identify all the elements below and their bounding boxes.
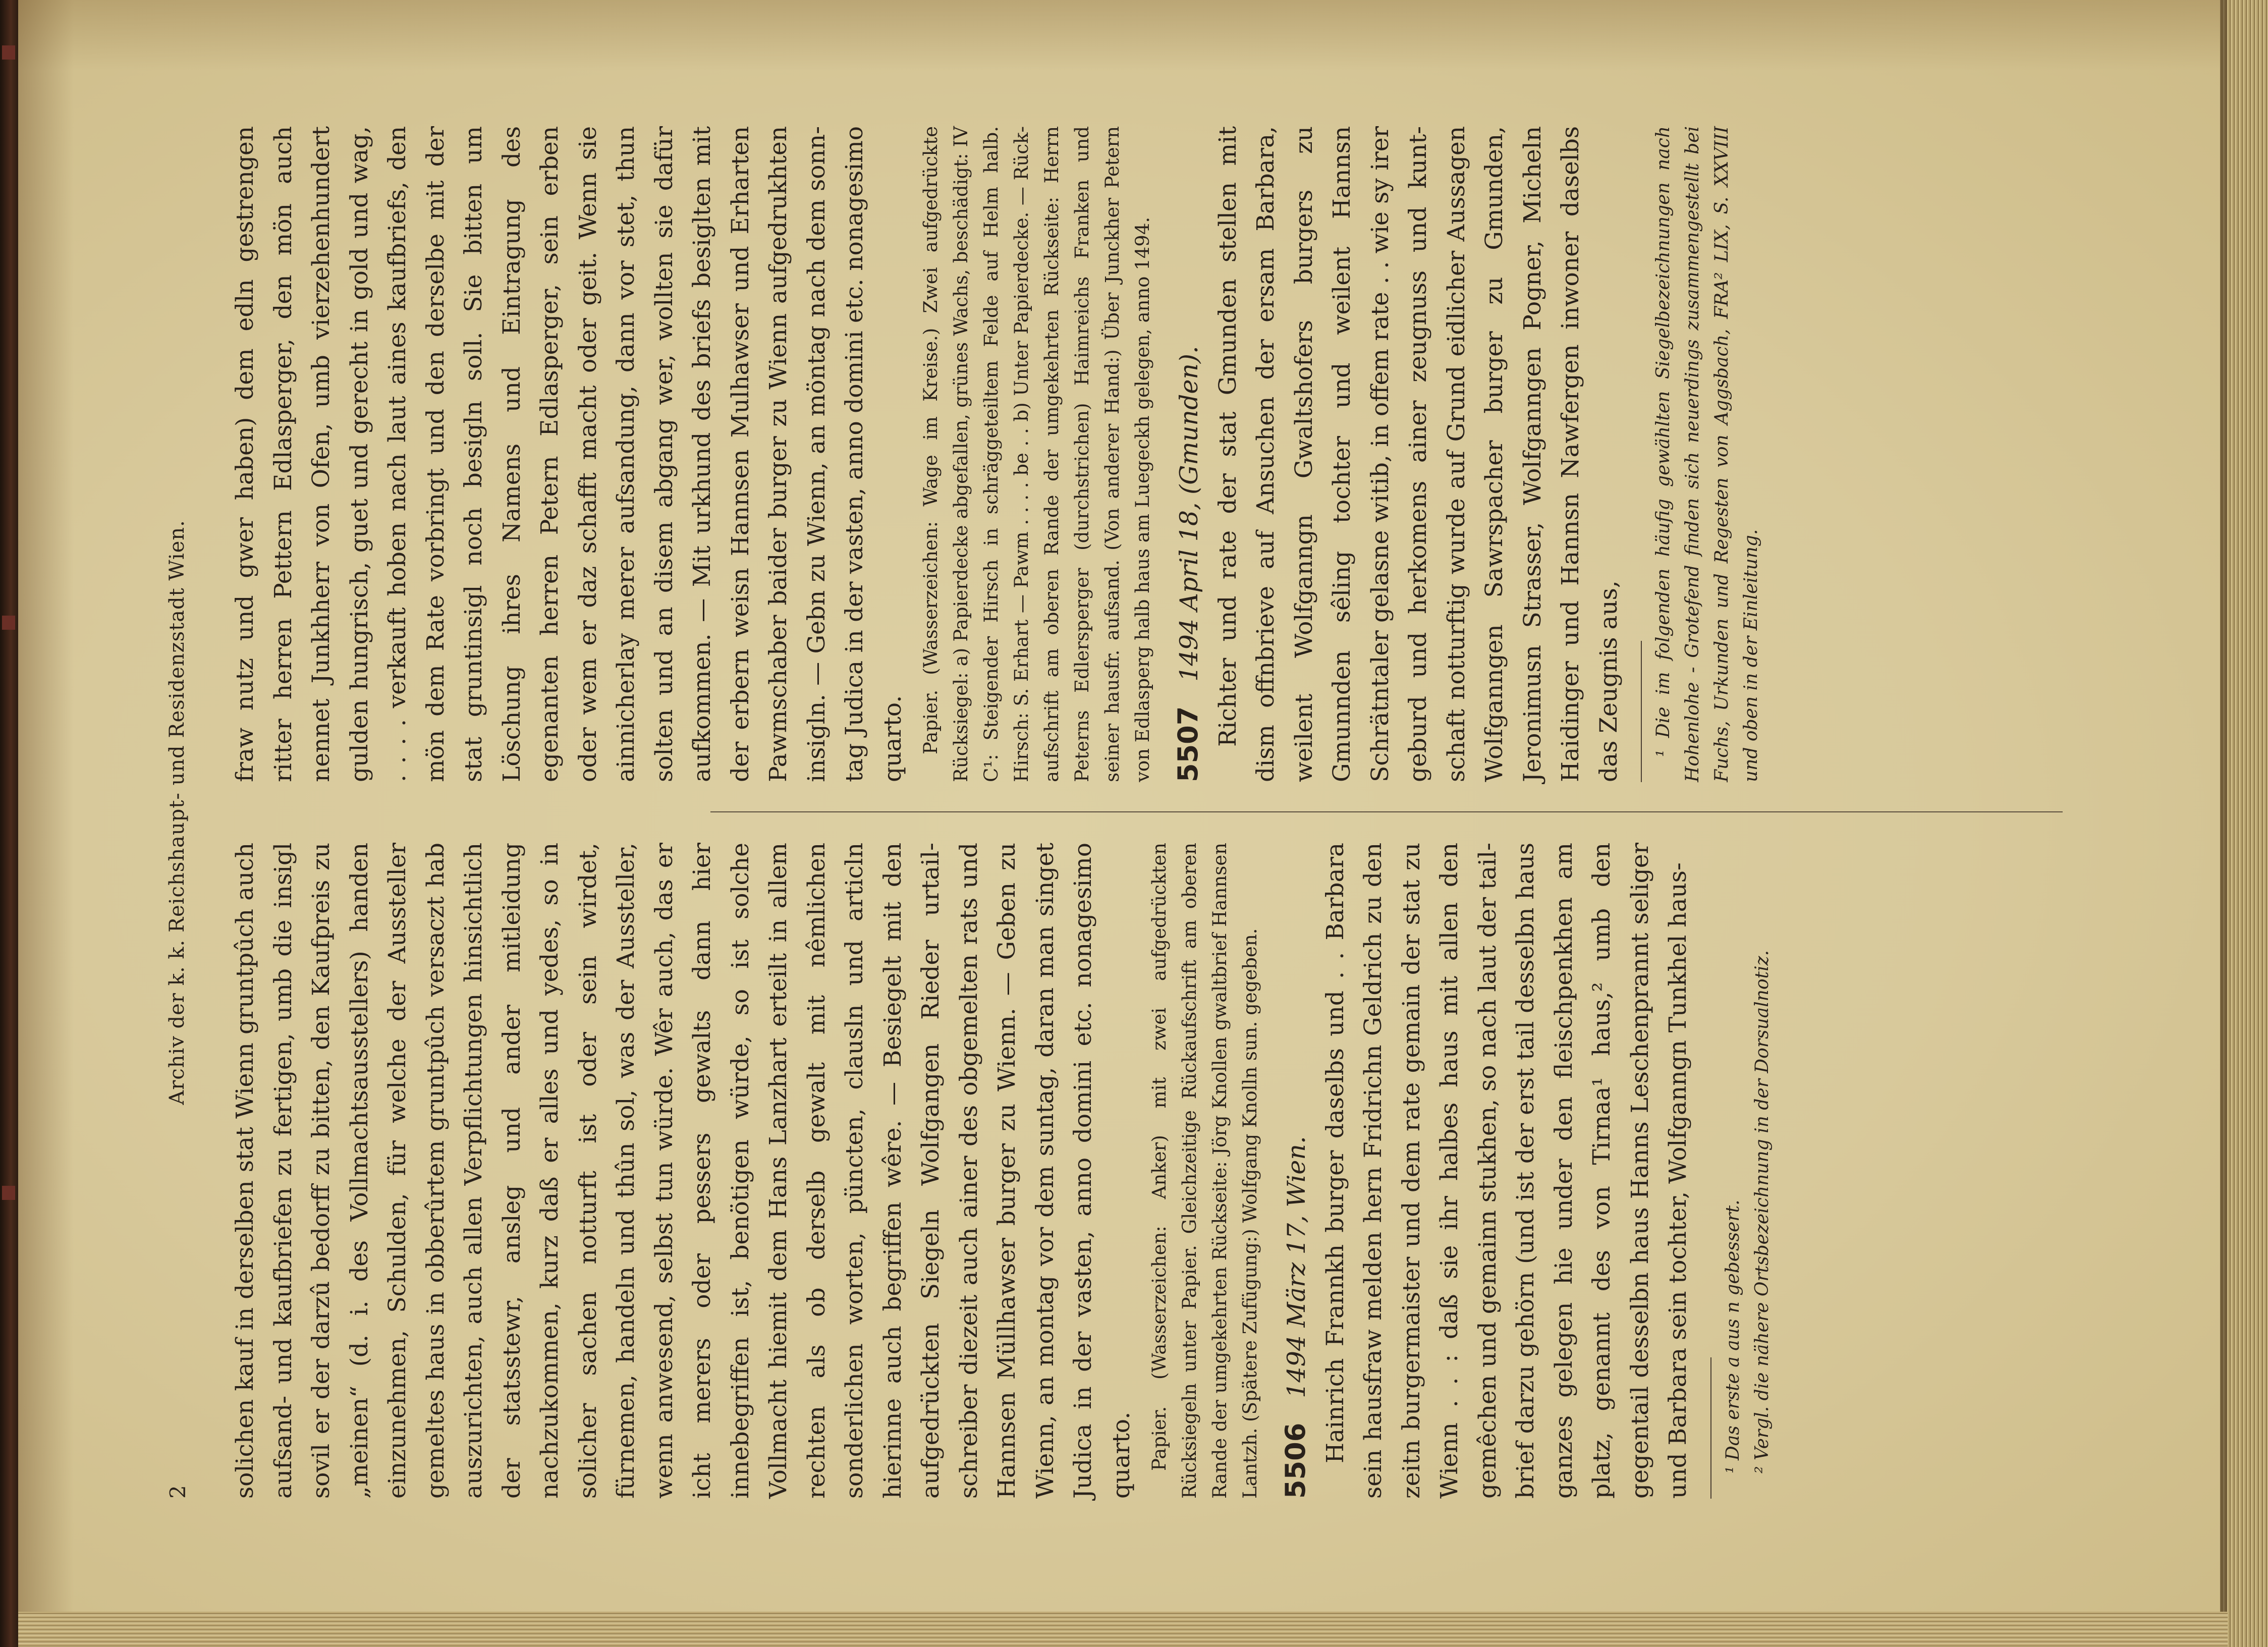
column-rule bbox=[710, 811, 2063, 812]
entry-5507 bbox=[1169, 126, 1628, 782]
right-description: Papier. (Wasserzeichen: Wage im Kreise.) Zwei aufgedrückte Rücksiegel: a) Papierdecke abgefallen, grünes Wachs, beschädigt: IV C¹: Steigender Hirsch in schräggeteiltem Felde auf Helm halb. Hirsch: S. Erhart — Pawm . . . . be . . b) Unter Papierdecke. — Rückaufschrift am oberen Rande der umgekehrten Rückseite: Herrn Peterns Edlersperger (durchstrichen) Haimreichs Franken und seiner hausfr. aufsand. (Von anderer Hand:) Über Junckher Petern von Edlasperg halb haus am Luegeckh gelegen, anno 1494. bbox=[920, 126, 1153, 782]
entry-number: 5506 bbox=[1280, 1422, 1311, 1499]
right-column bbox=[226, 126, 1766, 782]
stacked-page-edges bbox=[2220, 0, 2268, 1647]
entry-text: Hainrich Frannkh burger daselbs und . . Barbara sein hausfraw melden hern Fridrichn Geldrich zu den zeitn burgermaister und dem rate gemain der stat zu Wienn . . : daß sie ihr halbes haus mit allen den gemêchen und gemainn stukhen, so nach laut der tailbrief darzu gehörn (und ist der erst tail desselbn haus ganzes gelegen hie under den fleischpenkhen am platz, genannt des von Tirnaa¹ haus,² umb den gegentail desselbn haus Hanns Leschenprannt seliger und Barbara sein tochter, Wolfganngn Tunkhel haus- bbox=[1321, 843, 1692, 1499]
right-opening-text: fraw nutz und gwer haben) dem edln gestrengen ritter herren Pettern Edlasperger, den mön auch nennet Junkhherr von Ofen, umb vierzehenhundert gulden hungrisch, guet und gerecht in gold und wag, . . . . verkauft hoben nach laut aines kaufbriefs, den mön dem Rate vorbringt und den derselbe mit der stat gruntinsigl noch besigln soll. Sie bitten um Löschung ihres Namens und Eintragung des egenanten herren Petern Edlasperger, sein erben oder wem er daz schafft macht oder geit. Wenn sie ainnicherlay merer aufsandung, dann vor stet, thun solten und an disem abgang wer, wollten sie dafür aufkommen. — Mit urkhund des briefs besiglten mit der erbern weisn Hannsen Mulhawser und Erharten Pawmschaber baider burger zu Wienn aufgedrukhten insigln. — Gebn zu Wienn, an möntag nach dem sonntag Judica in der vasten, anno domini etc. nonagesimo quarto. bbox=[231, 126, 907, 782]
entry-date: 1494 März 17, Wien. bbox=[1282, 1136, 1311, 1398]
footnote: ¹ Die im folgenden häufig gewählten Siegelbezeichnungen nach Hohenlohe - Grotefend finden sich neuerdings zusammengestellt bei Fuchs, Urkunden und Regesten von Aggsbach, FRA² LIX, S. XXVIII und oben in der Einleitung. bbox=[1653, 126, 1761, 782]
binding-band bbox=[2, 45, 15, 60]
entry-date: 1494 April 18, (Gmunden). bbox=[1175, 346, 1203, 682]
footnote: ¹ Das erste a aus n gebessert. bbox=[1722, 1199, 1743, 1473]
binding-band bbox=[2, 1186, 15, 1200]
running-head: Archiv der k. k. Reichshaupt- und Residenzstadt Wien. bbox=[165, 520, 189, 1105]
rotated-page-content bbox=[165, 126, 2103, 1499]
left-description: Papier. (Wasserzeichen: Anker) mit zwei aufgedrückten Rücksiegeln unter Papier. Gleichzeitige Rückaufschrift am oberen Rande der umgekehrten Rückseite: Jörg Knollen gwaltbrief Hannsen Lantzh. (Spätere Zufügung:) Wolfgang Knolln sun. gegeben. bbox=[1148, 843, 1261, 1499]
stacked-page-edges-bottom bbox=[18, 1612, 2228, 1647]
footnote: ² Vergl. die nähere Ortsbezeichnung in der Dorsualnotiz. bbox=[1751, 950, 1773, 1473]
binding-band bbox=[2, 616, 15, 630]
page-shadow-top bbox=[18, 0, 2228, 71]
entry-text: Richter und rate der stat Gmunden stellen mit dism offnbrieve auf Ansuchen der ersam Barbara, weilent Wolfganngn Gwaltshofers burgers zu Gmunnden sêling tochter und weilent Hannsn Schrätntaler gelasne witib, in offem rate . . wie sy irer geburd und herkomens ainer zeugnuss und kuntschaft notturftig wurde auf Grund eidlicher Aussagen Wolfganngen Sawrspacher burger zu Gmunden, Jeronimusn Strasser, Wolfganngen Pogner, Micheln Haidinger und Hannsn Nawfergen inwoner daselbs das Zeugnis aus, bbox=[1213, 126, 1623, 782]
left-opening-text: solichen kauf in derselben stat Wienn gruntpûch auch aufsand- und kaufbriefen zu fertigen, umb die insigl sovil er der darzû bedorff zu bitten, den Kaufpreis zu „meinen“ (d. i. des Vollmachtsausstellers) handen einzunehmen, Schulden, für welche der Aussteller gemeltes haus in obberûrtem gruntpûch versaczt hab auszurichten, auch allen Verpflichtungen hinsichtlich der statsstewr, ansleg und ander mitleidung nachzukommen, kurz daß er alles und yedes, so in solicher sachen notturft ist oder sein wirdet, fürnemen, handeln und thûn sol, was der Aussteller, wenn anwesend, selbst tun würde. Wêr auch, das er icht merers oder pessers gewalts dann hier innebegriffen ist, benötigen würde, so ist solche Vollmacht hiemit dem Hans Lanzhart erteilt in allem rechten als ob derselb gewalt mit nêmlichen sonderlichen worten, püncten, clausln und articln hierinne auch begriffen wêre. — Besiegelt mit den aufgedrückten Siegeln Wolfgangen Rieder urtailschreiber diezeit auch ainer des obgemelten rats und Hannsen Müllhawser burger zu Wienn. — Geben zu Wienn, an montag vor dem suntag, daran man singet Judica in der vasten, anno domini etc. nonagesimo quarto. bbox=[231, 843, 1135, 1499]
page-number: 2 bbox=[165, 1485, 190, 1499]
book-binding bbox=[0, 0, 18, 1647]
page-shadow-gutter bbox=[18, 0, 74, 1647]
footnote-rule bbox=[1710, 1357, 1711, 1499]
entry-5506 bbox=[1277, 843, 1697, 1499]
entry-number: 5507 bbox=[1172, 706, 1204, 782]
footnote-rule bbox=[1641, 641, 1642, 782]
left-column bbox=[226, 843, 1777, 1499]
